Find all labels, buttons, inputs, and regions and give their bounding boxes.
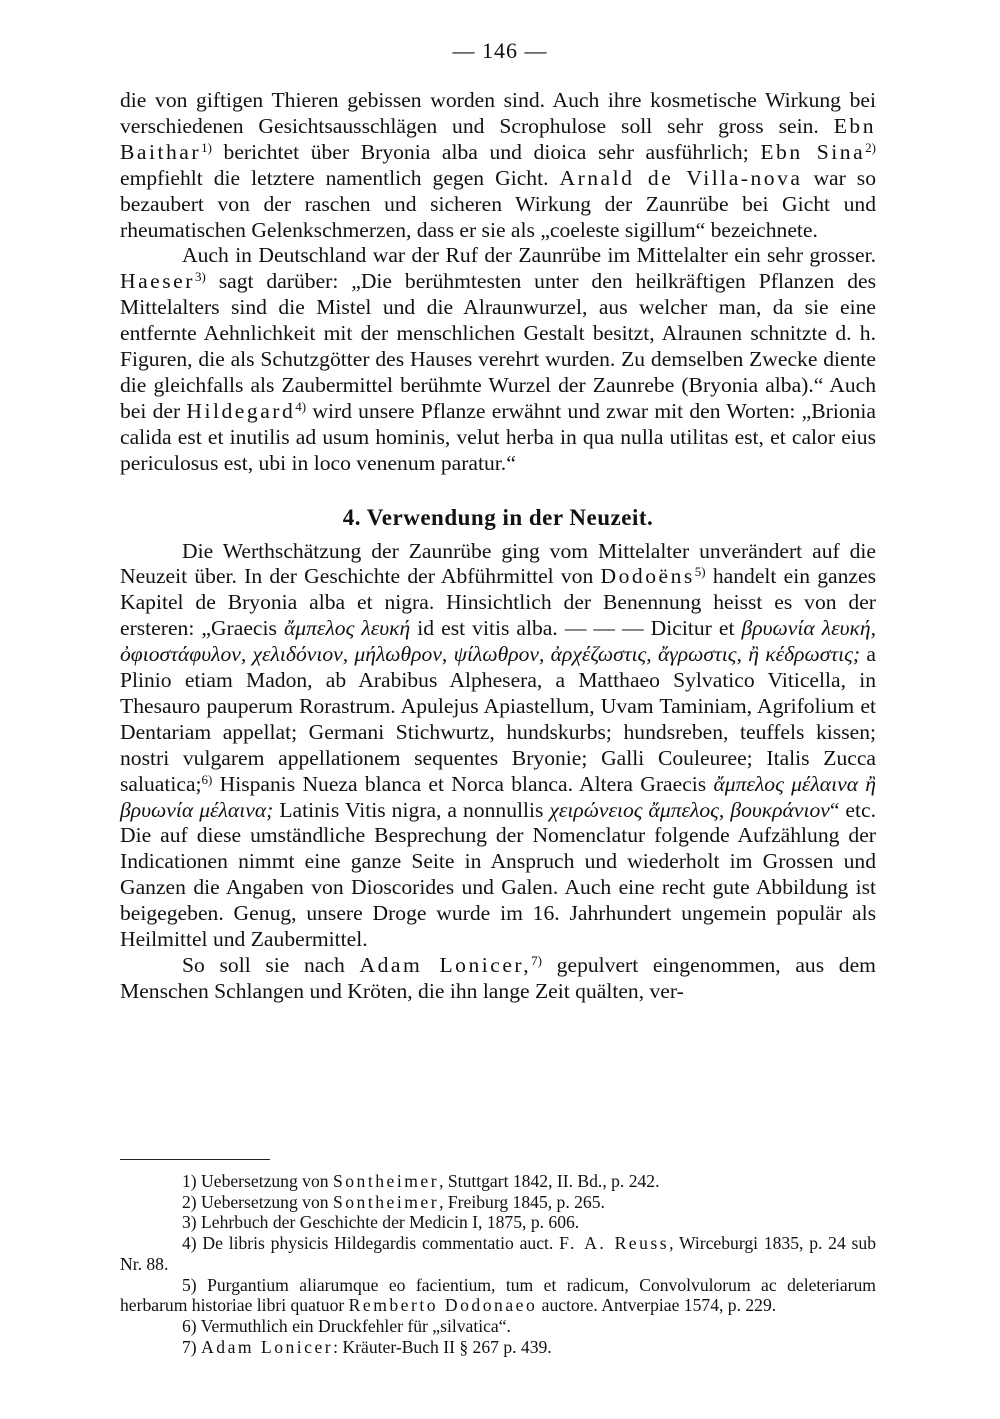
body-text xyxy=(120,88,876,1005)
author-name: Remberto Dodonaeo xyxy=(348,1295,538,1316)
author-name: F. A. Reuss xyxy=(559,1233,670,1254)
paragraph-1 xyxy=(120,88,876,243)
footnote-2 xyxy=(120,1192,876,1213)
text-run: , Stuttgart 1842, II. Bd., p. 242. xyxy=(439,1171,660,1191)
text-run: sagt darüber: „Die berühmtesten unter den heilkräftigen Pflanzen des Mittelalters sind die Mistel und die Alraunwurzel, aus welcher man, da sie eine entfernte Aehnlichkeit mit der menschlichen Gestalt besitzt, Alraunen schnitzte d. h. Figuren, die als Schutzgötter des Hauses verehrt wurden. Zu demselben Zwecke diente die gleichfalls als Zaubermittel berühmte Wurzel der Zaunrebe (Bryonia alba).“ Auch bei der xyxy=(120,269,876,423)
footnote-ref: 6) xyxy=(201,771,213,787)
greek-text: χειρώνειος ἄμπελος, βουκράνιον xyxy=(549,797,830,822)
footnotes xyxy=(120,1171,876,1357)
section-heading: 4. Verwendung in der Neuzeit. xyxy=(342,504,654,530)
text-run: Die Werthschätzung der Zaunrübe ging vom Mittelalter unverändert auf die Neuzeit über. In der Geschichte der Abführmittel von xyxy=(120,538,876,589)
paragraph-3 xyxy=(120,539,876,954)
text-run: 3) Lehrbuch der Geschichte der Medicin I, 1875, p. 606. xyxy=(182,1212,580,1233)
footnote-1 xyxy=(120,1171,876,1192)
greek-text: ἄμπελος μέλαινα ἢ βρυωνία μέλαινα; xyxy=(120,771,877,822)
author-name: Haeser xyxy=(120,269,195,294)
author-name: Adam Lonicer, xyxy=(359,953,532,977)
author-name: Adam Lonicer xyxy=(201,1336,334,1357)
author-name: Hildegard xyxy=(186,398,296,423)
footnote-5 xyxy=(120,1275,876,1316)
footnote-6 xyxy=(120,1316,876,1337)
paragraph-4 xyxy=(120,953,876,1005)
footnote-3 xyxy=(120,1212,876,1233)
text-run: 1) Uebersetzung von xyxy=(182,1171,333,1191)
text-run: Latinis Vitis nigra, a nonnullis xyxy=(273,797,550,822)
text-run: war so bezaubert von der raschen und sicheren Wirkung der Zaunrübe bei Gicht und rheumatischen Gelenkschmerzen, dass er sie als „coeleste sigillum“ bezeichnete. xyxy=(120,165,877,242)
text-run: handelt ein ganzes Kapitel de Bryonia alba et nigra. Hinsichtlich der Benennung heisst es von der ersteren: „Graecis xyxy=(120,564,876,641)
author-name: Dodoëns xyxy=(600,564,695,589)
greek-text: βρυωνία λευκή, ὀφιοστάφυλον, χελιδόνιον, μήλωθρον, ψίλωθρον, ἀρχέζωστις, ἄγρωστις, ἢ κέδρωστις; xyxy=(120,616,876,667)
text-run: Auch in Deutschland war der Ruf der Zaunrübe im Mittelalter ein sehr grosser. xyxy=(182,243,876,268)
text-run: a Plinio etiam Madon, ab Arabibus Alphesera, a Matthaeo Sylvatico Viticella, in Thesauro pauperum Rorastrum. Apulejus Apiastellum, Uvam Taminiam, Agrifolium et Dentariam appellat; Germani Stichwurtz, hundskurbs; hundsreben, teuffels kissen; nostri vulgarem appellationem sequentes Bryonie; Galli Couleuree; Italis Zucca saluatica; xyxy=(120,642,877,796)
author-name: Arnald de Villa-nova xyxy=(559,165,803,190)
paragraph-2 xyxy=(120,243,876,476)
text-run: , Wirceburgi 1835, p. 24 sub Nr. 88. xyxy=(120,1233,876,1274)
footnote-4 xyxy=(120,1233,876,1274)
text-run: “ etc. Die auf diese umständliche Besprechung der Nomenclatur folgende Aufzählung der Indicationen nimmt eine ganze Seite in Anspruch und wiederholt im Grossen und Ganzen die Angaben von Dioscorides und Galen. Auch eine recht gute Abbildung ist beigegeben. Genug, unsere Droge wurde im 16. Jahrhundert ungemein populär als Heilmittel und Zaubermittel. xyxy=(120,797,876,952)
text-run: empfiehlt die letztere namentlich gegen Gicht. xyxy=(120,165,560,190)
text-run: wird unsere Pflanze erwähnt und zwar mit den Worten: „Brionia calida est et inutilis ad usum hominis, velut herba in qua nulla utilitas est, et calor eius periculosus est, ubi in loco venenum paratur.“ xyxy=(120,398,876,475)
text-run: id est vitis alba. — — — Dicitur et xyxy=(410,616,742,641)
text-run: : Kräuter-Buch II § 267 p. 439. xyxy=(333,1336,552,1357)
text-run: auctore. Antverpiae 1574, p. 229. xyxy=(537,1295,777,1316)
text-run: Hispanis Nueza blanca et Norca blanca. Altera Graecis xyxy=(212,771,714,796)
text-run: 5) Purgantium aliarumque eo facientium, tum et radicum, Convolvulorum ac deleteriarum herbarum historiae libri quatuor xyxy=(120,1274,876,1316)
text-run: So soll sie nach xyxy=(182,953,360,977)
text-run: gepulvert eingenommen, aus dem Menschen Schlangen und Kröten, die ihn lange Zeit quälten, ver- xyxy=(120,953,876,1003)
text-run: die von giftigen Thieren gebissen worden sind. Auch ihre kosmetische Wirkung bei verschiedenen Gesichtsausschlägen und Scrophulose soll sehr gross sein. xyxy=(120,88,876,138)
footnote-ref: 1) xyxy=(201,139,212,155)
text-run: 2) Uebersetzung von xyxy=(182,1191,333,1212)
footnote-divider xyxy=(120,1159,270,1160)
author-name: Ebn Sina xyxy=(760,139,866,164)
footnote-ref: 7) xyxy=(531,953,542,968)
footnote-7 xyxy=(120,1337,876,1358)
footnote-ref: 4) xyxy=(295,398,307,414)
footnote-ref: 2) xyxy=(865,139,876,155)
author-name: Sontheimer xyxy=(332,1171,440,1191)
text-run: 4) De libris physicis Hildegardis commentatio auct. xyxy=(182,1233,560,1254)
author-name: Sontheimer xyxy=(332,1191,440,1212)
page-number: — 146 — xyxy=(452,38,548,63)
footnote-ref: 3) xyxy=(194,269,206,285)
author-name: Ebn Baithar xyxy=(120,113,876,164)
text-run: 6) Vermuthlich ein Druckfehler für „silvatica“. xyxy=(182,1315,511,1336)
text-run: 7) xyxy=(182,1336,202,1357)
greek-text: ἄμπελος λευκή xyxy=(283,616,411,641)
footnote-ref: 5) xyxy=(694,564,706,580)
text-run: berichtet über Bryonia alba und dioica sehr ausführlich; xyxy=(211,139,761,164)
text-run: , Freiburg 1845, p. 265. xyxy=(439,1191,605,1212)
